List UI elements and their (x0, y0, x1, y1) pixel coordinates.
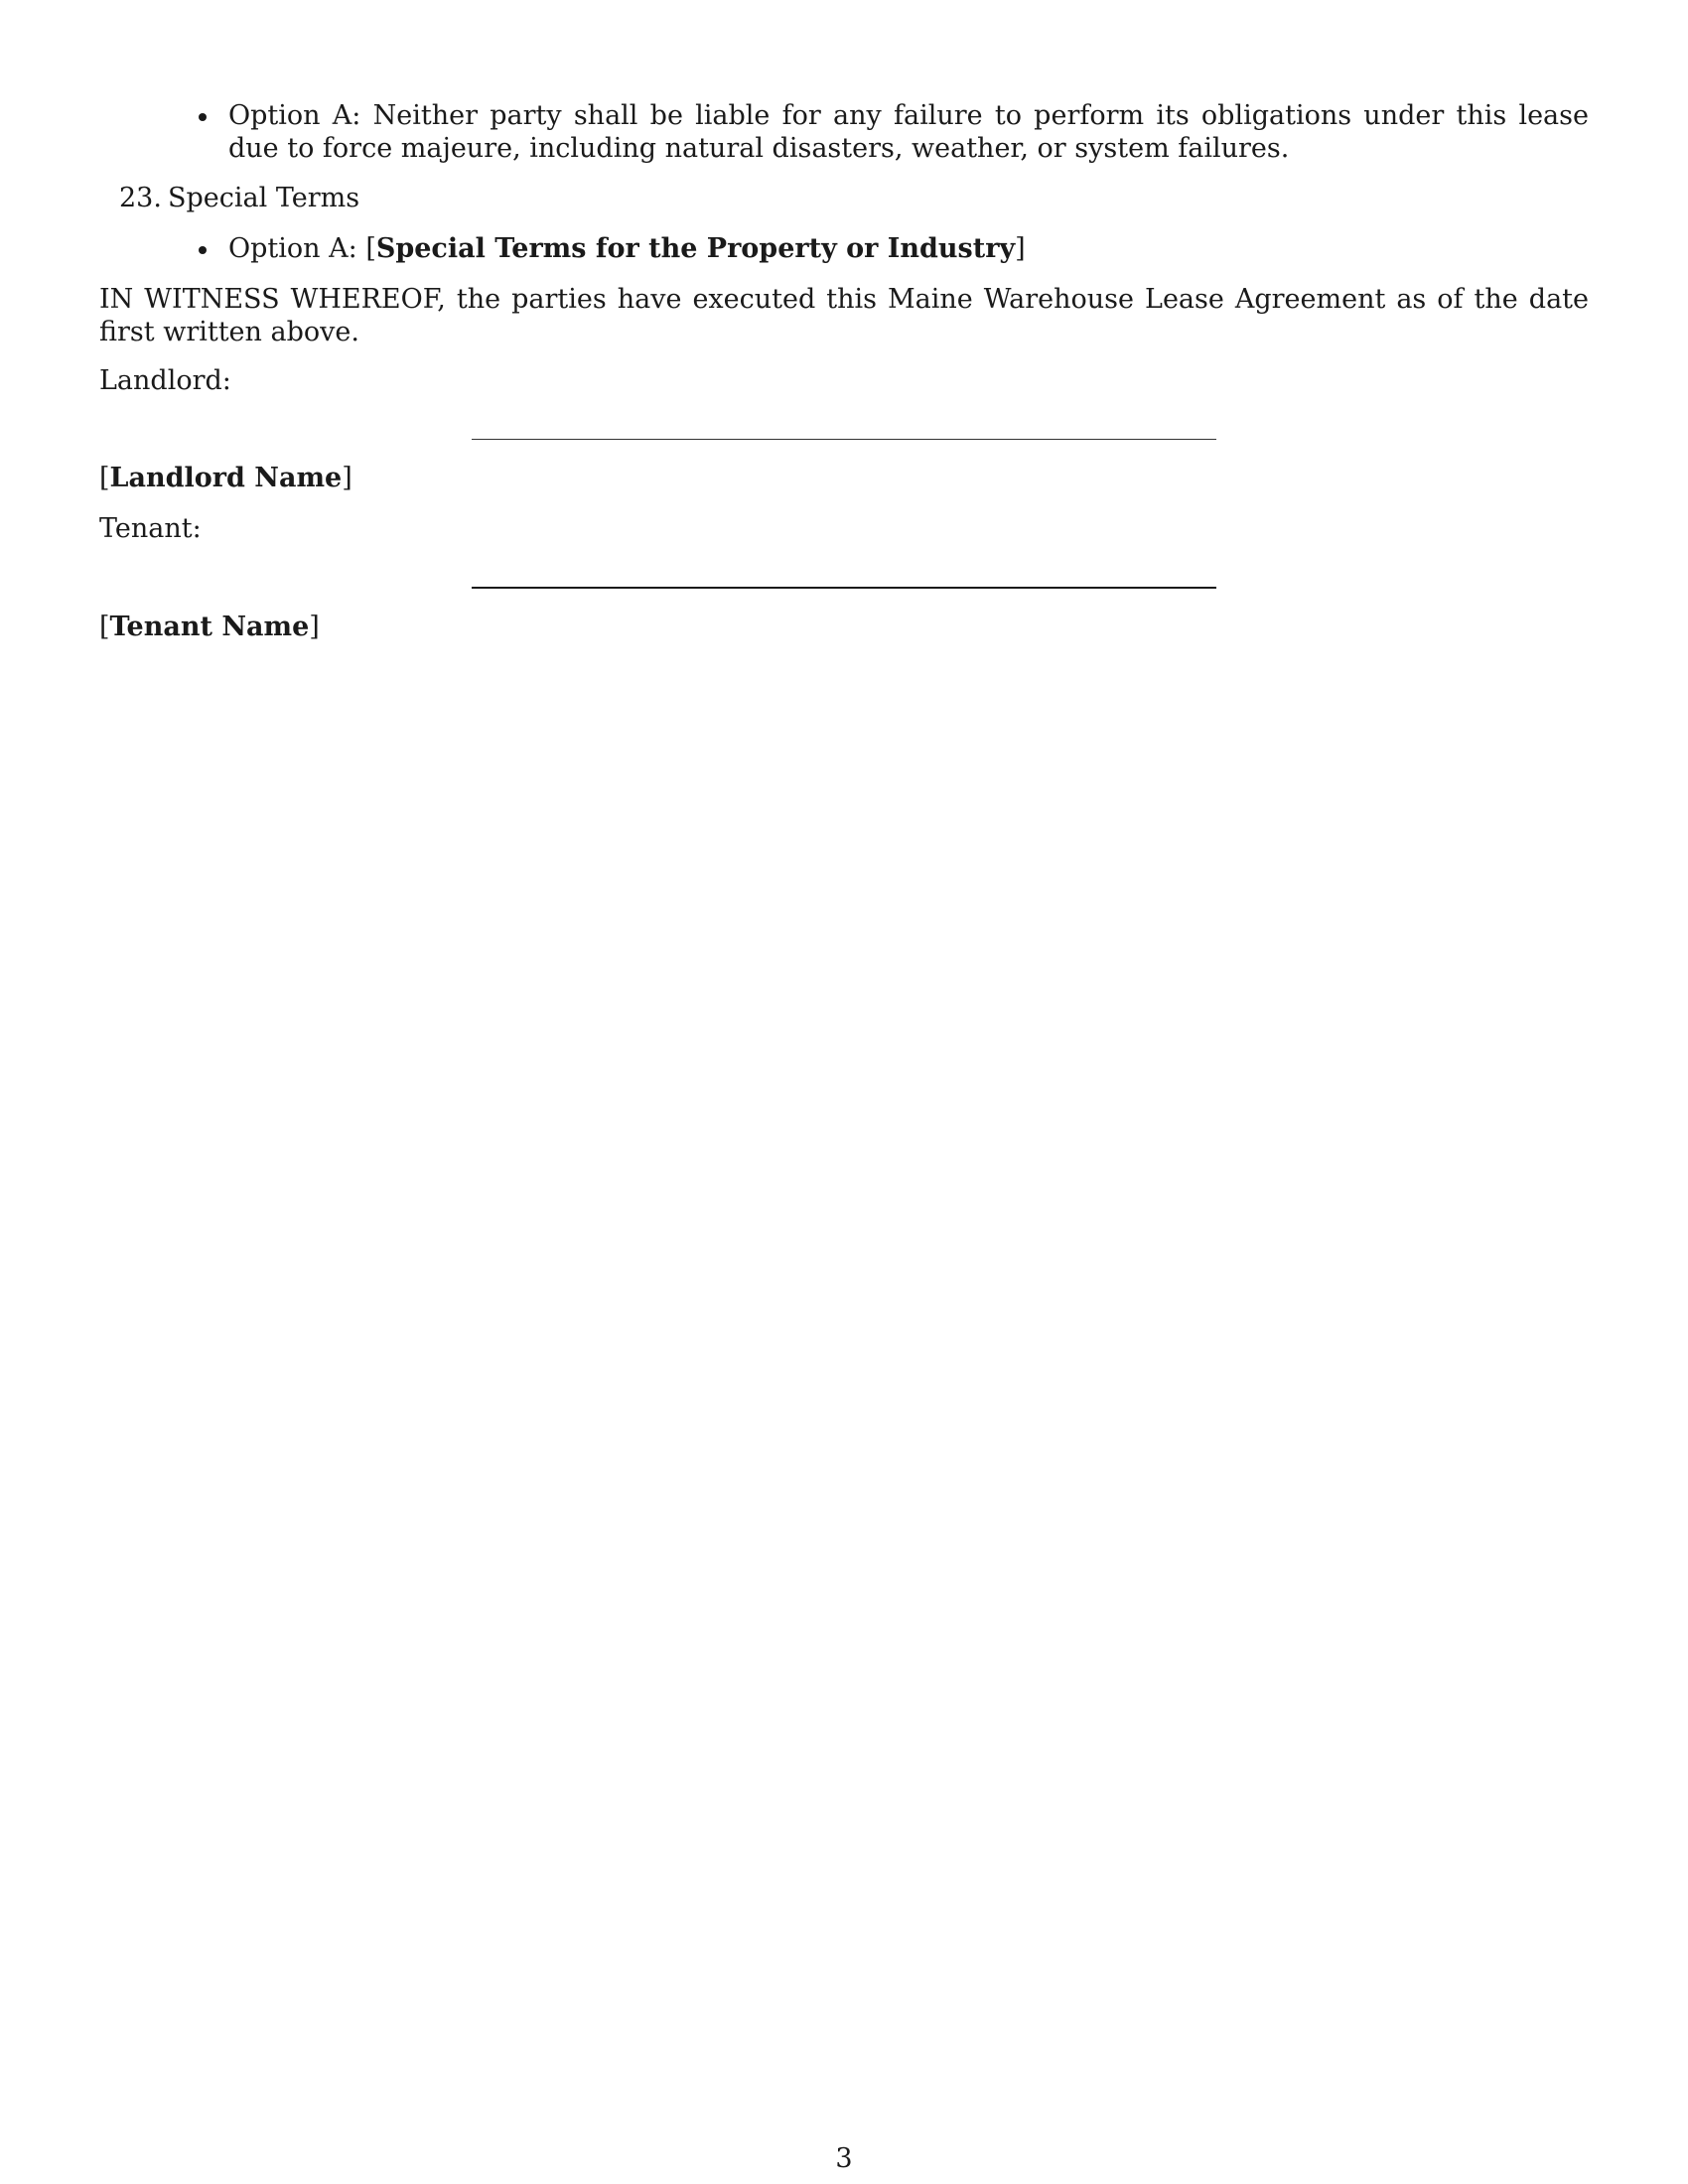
tenant-signature-line (472, 587, 1216, 589)
landlord-label: Landlord: (99, 365, 231, 396)
bracket-open: [ (99, 612, 110, 642)
section-number: 23. (119, 183, 162, 213)
tenant-name (99, 611, 320, 643)
bracket-open: [ (365, 233, 376, 264)
bullet-icon (199, 113, 207, 121)
landlord-name-placeholder: Landlord Name (109, 463, 343, 493)
force-majeure-clause: Neither party shall be liable for any failure to perform its obligations under this lease due to force majeure, including natural disasters, weather, or system failures. (228, 100, 1589, 164)
tenant-label: Tenant: (99, 513, 202, 544)
page-number: 3 (835, 2143, 853, 2174)
option-prefix: Option A: (228, 233, 357, 264)
bracket-close: ] (1015, 233, 1026, 264)
bracket-open: [ (99, 463, 110, 493)
special-terms-placeholder: Special Terms for the Property or Industry (375, 233, 1016, 264)
witness-clause: IN WITNESS WHEREOF, the parties have executed this Maine Warehouse Lease Agreement as of the date first written above. (99, 284, 1589, 347)
bracket-close: ] (309, 612, 320, 642)
force-majeure-option-a (199, 99, 1589, 169)
landlord-signature-line (472, 439, 1216, 440)
section-title: Special Terms (168, 183, 360, 213)
force-majeure-option-text (228, 99, 1589, 165)
special-terms-option-text (228, 232, 1589, 265)
option-prefix: Option A: (228, 100, 361, 131)
bracket-close: ] (342, 463, 352, 493)
landlord-name (99, 462, 352, 494)
tenant-name-placeholder: Tenant Name (109, 612, 310, 642)
special-terms-option-a (199, 232, 1589, 268)
bullet-icon (199, 246, 207, 254)
